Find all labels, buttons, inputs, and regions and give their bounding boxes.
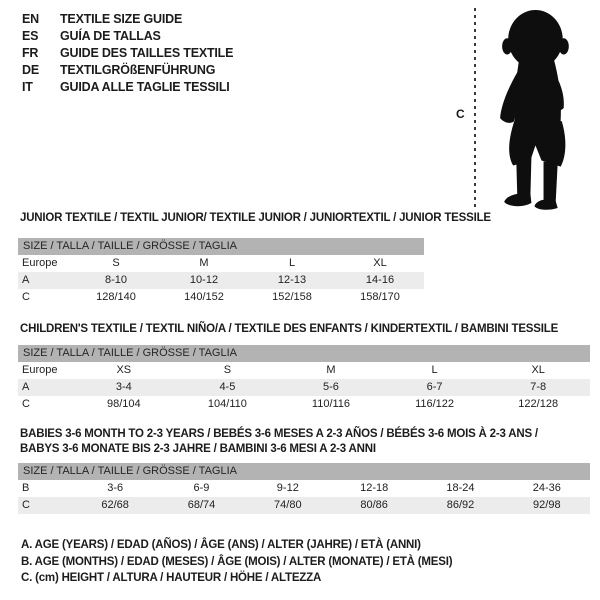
language-list [22, 11, 233, 96]
lang-label: GUIDE DES TAILLES TEXTILE [60, 46, 234, 60]
children-table-title: CHILDREN'S TEXTILE / TEXTIL NIÑO/A / TEXTILE DES ENFANTS / KINDERTEXTIL / BAMBINI TESSILE [20, 323, 559, 335]
table-row [18, 379, 590, 396]
size-cell: 12-18 [360, 482, 389, 494]
size-cell: 104/110 [207, 398, 247, 410]
size-cell: 122/128 [518, 398, 559, 410]
size-cell: 10-12 [189, 274, 219, 286]
lang-code: DE [22, 63, 39, 77]
babies-size-table [18, 463, 590, 514]
table-row [18, 396, 590, 413]
footnote-b: B. AGE (MONTHS) / EDAD (MESES) / ÂGE (MOIS) / ALTER (MONATE) / ETÀ (MESI) [21, 555, 453, 568]
junior-table-title: JUNIOR TEXTILE / TEXTIL JUNIOR/ TEXTILE JUNIOR / JUNIORTEXTIL / JUNIOR TESSILE [20, 212, 491, 224]
size-cell: XL [373, 257, 387, 269]
size-cell: 110/116 [311, 398, 351, 410]
footnote-c: C. (cm) HEIGHT / ALTURA / HAUTEUR / HÖHE / ALTEZZA [21, 572, 322, 584]
size-cell: 158/170 [360, 291, 400, 303]
size-cell: 24-36 [532, 482, 561, 494]
size-cell: 74/80 [274, 499, 302, 511]
size-cell: 9-12 [276, 482, 299, 494]
table-row [18, 362, 590, 379]
size-cell: 6-7 [426, 381, 443, 393]
size-cell: 68/74 [187, 499, 216, 511]
size-header-bar: SIZE / TALLA / TAILLE / GRÖSSE / TAGLIA [18, 238, 424, 255]
lang-row-es [22, 28, 233, 45]
size-cell: 3-6 [107, 482, 124, 494]
lang-row-de [22, 62, 233, 79]
size-cell: M [326, 364, 336, 376]
size-cell: L [288, 257, 296, 269]
row-label: A [22, 274, 30, 286]
lang-row-en [22, 11, 233, 28]
lang-label: GUIDA ALLE TAGLIE TESSILI [60, 80, 230, 94]
height-measure-label: C [456, 107, 465, 121]
size-cell: 80/86 [360, 499, 388, 511]
row-label: C [22, 398, 30, 410]
size-cell: 6-9 [193, 482, 210, 494]
size-cell: 98/104 [106, 398, 141, 410]
lang-label: TEXTILGRÖßENFÜHRUNG [60, 63, 216, 77]
size-cell: 62/68 [101, 499, 129, 511]
size-cell: 92/98 [533, 499, 561, 511]
size-cell: 7-8 [530, 381, 547, 393]
table-row [18, 289, 424, 306]
size-cell: 140/152 [184, 291, 224, 303]
toddler-silhouette-icon [483, 8, 598, 210]
table-row [18, 272, 424, 289]
lang-code: IT [22, 80, 33, 94]
size-cell: 8-10 [104, 274, 128, 286]
table-row [18, 497, 590, 514]
size-header-bar: SIZE / TALLA / TAILLE / GRÖSSE / TAGLIA [18, 463, 590, 480]
footnotes [21, 537, 452, 587]
row-label: Europe [22, 364, 58, 376]
size-cell: XS [116, 364, 132, 376]
size-cell: 3-4 [115, 381, 132, 393]
size-cell: 128/140 [96, 291, 136, 303]
size-cell: 5-6 [323, 381, 339, 393]
lang-row-it [22, 79, 233, 96]
size-cell: XL [531, 364, 545, 376]
height-dashed-line [474, 8, 476, 208]
table-row [18, 255, 424, 272]
lang-label: GUÍA DE TALLAS [60, 29, 161, 43]
children-size-table [18, 345, 590, 413]
row-label: A [22, 381, 30, 393]
babies-table-title: BABIES 3-6 MONTH TO 2-3 YEARS / BEBÉS 3-6 MESES A 2-3 AÑOS / BÉBÉS 3-6 MOIS À 2-3 ANS / BABYS 3-6 MONATE BIS 2-3 JAHRE / BAMBINI 3-6 MESI A 2-3 ANNI [20, 428, 538, 455]
lang-label: TEXTILE SIZE GUIDE [60, 12, 183, 26]
children-table [18, 362, 590, 413]
lang-row-fr [22, 45, 233, 62]
footnote-a: A. AGE (YEARS) / EDAD (AÑOS) / ÂGE (ANS) / ALTER (JAHRE) / ETÀ (ANNI) [21, 539, 421, 551]
size-header-bar: SIZE / TALLA / TAILLE / GRÖSSE / TAGLIA [18, 345, 590, 362]
junior-size-table [18, 238, 424, 306]
measure-figure [450, 6, 600, 214]
lang-code: EN [22, 12, 39, 26]
row-label: Europe [22, 257, 58, 269]
size-cell: 14-16 [365, 274, 395, 286]
junior-table [18, 255, 424, 306]
table-row [18, 480, 590, 497]
size-cell: S [112, 257, 120, 269]
babies-table [18, 480, 590, 514]
size-cell: 12-13 [277, 274, 307, 286]
row-label: C [22, 291, 30, 303]
size-cell: S [223, 364, 232, 376]
size-cell: M [199, 257, 209, 269]
lang-code: ES [22, 29, 39, 43]
size-cell: 18-24 [446, 482, 475, 494]
row-label: B [22, 482, 30, 494]
row-label: C [22, 499, 30, 511]
size-cell: 4-5 [219, 381, 236, 393]
size-cell: 116/122 [415, 398, 455, 410]
size-cell: 86/92 [446, 499, 475, 511]
lang-code: FR [22, 46, 39, 60]
size-cell: 152/158 [272, 291, 312, 303]
size-cell: L [431, 364, 438, 376]
